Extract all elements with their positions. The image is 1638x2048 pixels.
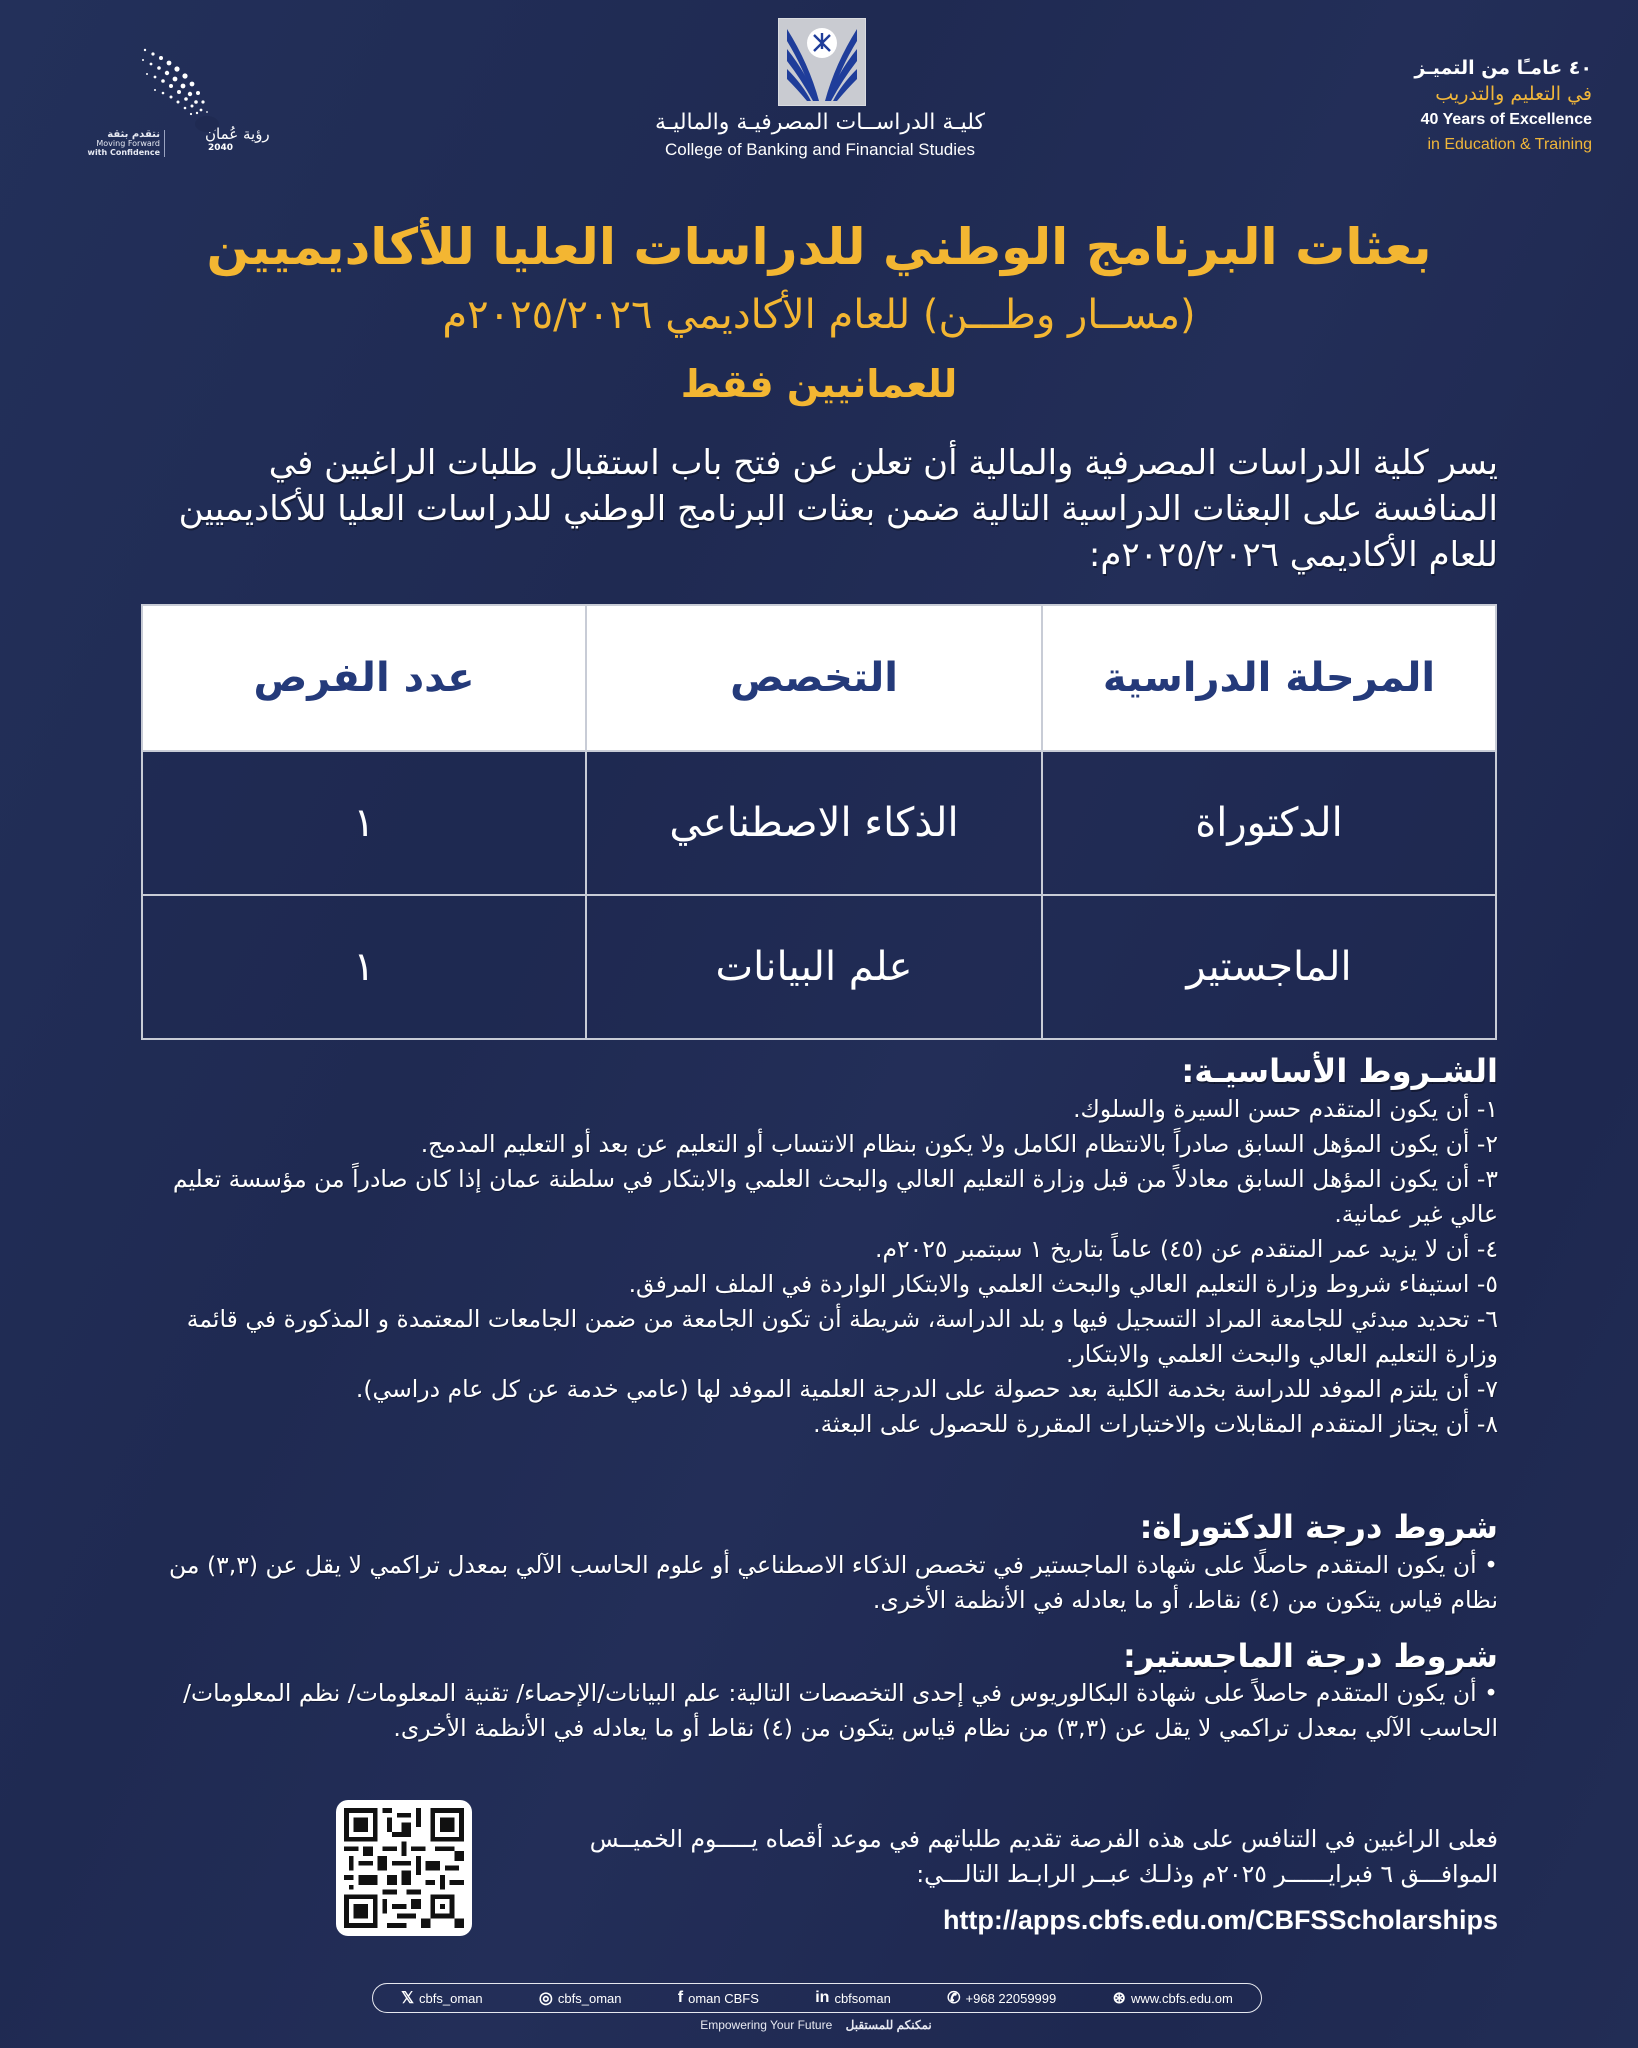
x-icon: 𝕏 <box>401 1990 415 2007</box>
application-link[interactable]: http://apps.cbfs.edu.om/CBFSScholarships <box>942 1905 1498 1935</box>
anniversary-badge: ٤٠ عامـًا من التميـز في التعليم والتدريب 40 Years of Excellence in Education & Training <box>1414 57 1592 153</box>
phone-icon: ✆ <box>947 1990 961 2007</box>
condition-item: ١- أن يكون المتقدم حسن السيرة والسلوك. <box>1073 1095 1498 1123</box>
social-instagram-link[interactable]: ◎ cbfs_oman <box>538 1990 622 2007</box>
cell-specialization: علم البيانات <box>586 895 1042 1039</box>
vision-year: 2040 <box>208 143 234 153</box>
linkedin-icon: in <box>815 1989 830 2006</box>
qr-code-icon <box>344 1808 464 1928</box>
cell-seats: ١ <box>142 751 586 895</box>
cell-level: الماجستير <box>1042 895 1496 1039</box>
deadline-text: فعلى الراغبين في التنافس على هذه الفرصة تقديم طلباتهم في موعد أقصاه يـــــوم الخميــس الموافـــق ٦ فبرايــــــر ٢٠٢٥م وذلـك عبــر الرابـط التالـــي: <box>589 1825 1498 1888</box>
intro-paragraph: يسر كلية الدراسات المصرفية والمالية أن تعلن عن فتح باب استقبال طلبات الراغبين في المنافسة على البعثات الدراسية التالية ضمن بعثات البرنامج الوطني للدراسات العليا للأكاديميين للعام الأكاديمي ٢٠٢٥/٢٠٢٦م: <box>178 443 1498 575</box>
cell-specialization: الذكاء الاصطناعي <box>586 751 1042 895</box>
phd-conditions-text: • أن يكون المتقدم حاصلًا على شهادة الماجستير في تخصص الذكاء الاصطناعي أو علوم الحاسب الآلي بمعدل تراكمي لا يقل عن (٣,٣) من نظام قياس يتكون من (٤) نقاط، أو ما يعادله في الأنظمة الأخرى. <box>169 1551 1498 1614</box>
phd-conditions-heading: شروط درجة الدكتوراة: <box>1139 1508 1498 1546</box>
condition-item: ٧- أن يلتزم الموفد للدراسة بخدمة الكلية بعد حصولة على الدرجة العلمية الموفد لها (عامي خدمة عن كل عام دراسي). <box>355 1375 1498 1403</box>
column-header-level: المرحلة الدراسية <box>1042 605 1496 751</box>
table-row <box>142 895 1496 1039</box>
college-name-arabic: كليـة الدراســات المصرفيـة والماليـة <box>654 110 986 135</box>
college-emblem-icon <box>779 19 865 105</box>
tagline-arabic: نمكنكم للمستقبل <box>845 2018 932 2032</box>
vision-slogan: نتقدم بثقة Moving Forward with Confidence <box>50 130 165 157</box>
page-subtitle: (مســار وطـــن) للعام الأكاديمي ٢٠٢٥/٢٠٢٦م <box>442 292 1196 338</box>
facebook-icon: f <box>677 1989 684 2006</box>
condition-item: ٨- أن يجتاز المتقدم المقابلات والاختبارات المقررة للحصول على البعثة. <box>813 1410 1498 1438</box>
audience-label: للعمانيين فقط <box>680 362 958 406</box>
masters-conditions-heading: شروط درجة الماجستير: <box>1123 1637 1498 1675</box>
phone-link[interactable]: ✆ +968 22059999 <box>947 1990 1057 2007</box>
condition-item: ٣- أن يكون المؤهل السابق معادلاً من قبل وزارة التعليم العالي والبحث العلمي والابتكار في سلطنة عمان إذا كان صادراً من مؤسسة تعليم عالي غير عمانية. <box>172 1165 1498 1228</box>
condition-item: ٦- تحديد مبدئي للجامعة المراد التسجيل فيها و بلد الدراسة، شريطة أن تكون الجامعة من ضمن الجامعات المعتمدة و المذكورة في قائمة وزارة التعليم العالي والبحث العلمي والابتكار. <box>186 1305 1498 1368</box>
instagram-icon: ◎ <box>538 1990 553 2007</box>
website-link[interactable]: ⊛ www.cbfs.edu.om <box>1112 1990 1233 2007</box>
social-contact-bar <box>372 1983 1262 2013</box>
condition-item: ٤- أن لا يزيد عمر المتقدم عن (٤٥) عاماً بتاريخ ١ سبتمبر ٢٠٢٥م. <box>875 1235 1498 1263</box>
social-linkedin-link[interactable]: in cbfsoman <box>815 1989 891 2006</box>
cell-seats: ١ <box>142 895 586 1039</box>
condition-item: ٥- استيفاء شروط وزارة التعليم العالي والبحث العلمي والابتكار الواردة في الملف المرفق. <box>628 1270 1498 1298</box>
table-header-row <box>142 605 1496 751</box>
condition-item: ٢- أن يكون المؤهل السابق صادراً بالانتظام الكامل ولا يكون بنظام الانتساب أو التعليم عن بعد أو التعليم المدمج. <box>420 1130 1498 1158</box>
social-facebook-link[interactable]: f oman CBFS <box>677 1989 759 2006</box>
masters-conditions-text: • أن يكون المتقدم حاصلاً على شهادة البكالوريوس في إحدى التخصصات التالية: علم البيانات/الإحصاء/ تقنية المعلومات/ نظم المعلومات/ الحاسب الآلي بمعدل تراكمي لا يقل عن (٣,٣) من نظام قياس يتكون من (٤) نقاط أو ما يعادله في الأنظمة الأخرى. <box>183 1679 1498 1742</box>
vision-brand: رؤية عُمان <box>205 125 270 143</box>
footer-tagline <box>372 2018 1260 2032</box>
table-row <box>142 751 1496 895</box>
basic-conditions-list <box>140 1092 1498 1442</box>
social-x-link[interactable]: 𝕏 cbfs_oman <box>401 1990 483 2007</box>
page-title: بعثات البرنامج الوطني للدراسات العليا للأكاديميين <box>206 218 1432 276</box>
college-name-english: College of Banking and Financial Studies <box>665 140 975 159</box>
college-logo <box>778 18 866 106</box>
globe-icon: ⊛ <box>1112 1990 1126 2007</box>
basic-conditions-heading: الشـروط الأساسيـة: <box>1181 1052 1498 1090</box>
qr-code[interactable] <box>336 1800 472 1936</box>
scholarships-table <box>141 604 1497 1040</box>
oman-vision-2040-logo <box>40 40 270 160</box>
cell-level: الدكتوراة <box>1042 751 1496 895</box>
tagline-english: Empowering Your Future <box>700 2018 833 2032</box>
column-header-seats: عدد الفرص <box>142 605 586 751</box>
column-header-specialization: التخصص <box>586 605 1042 751</box>
